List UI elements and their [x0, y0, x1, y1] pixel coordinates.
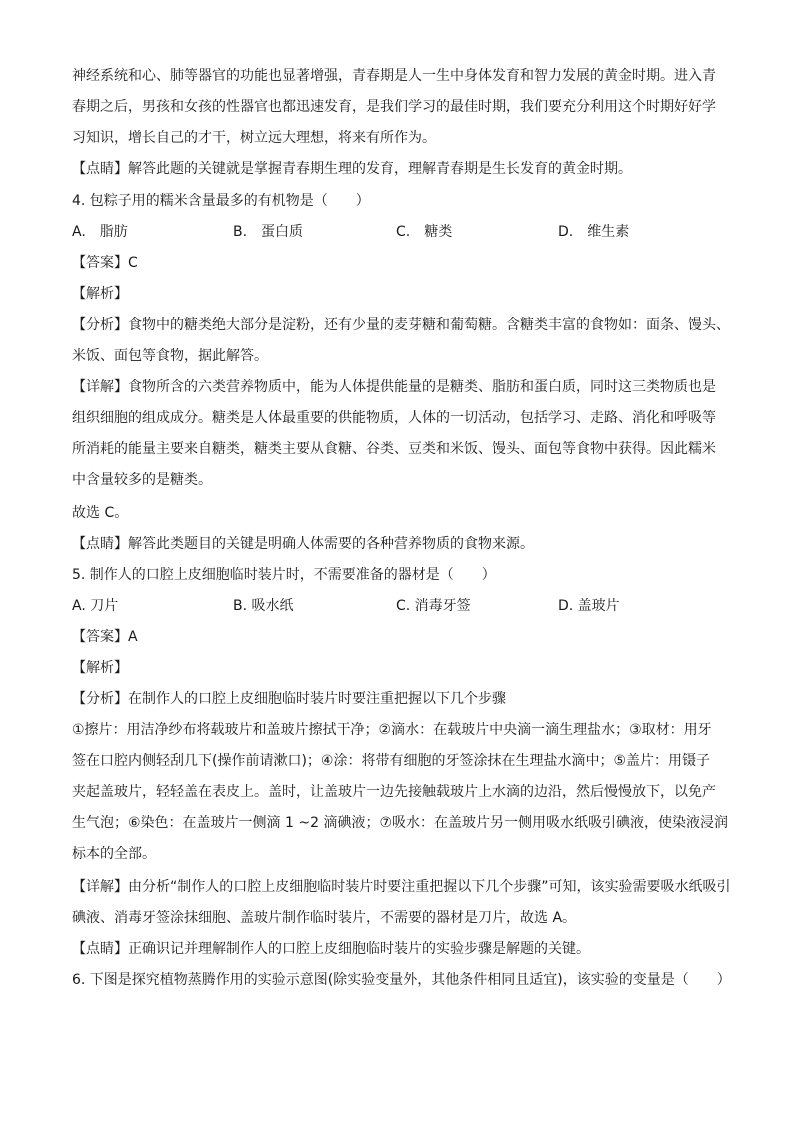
q4-analysis-line-1: 【分析】食物中的糖类绝大部分是淀粉，还有少量的麦芽糖和葡萄糖。含糖类丰富的食物如：面条、馒头、 [72, 317, 730, 333]
q5-steps-line-2: 签在口腔内侧轻刮几下(操作前请漱口)；④涂：将带有细胞的牙签涂抹在生理盐水滴中；⑤盖片：用镊子 [72, 753, 711, 769]
q5-question: 5. 制作人的口腔上皮细胞临时装片时，不需要准备的器材是（ ） [72, 567, 496, 583]
q5-steps-line-1: ①擦片：用洁净纱布将载玻片和盖玻片擦拭干净；②滴水：在载玻片中央滴一滴生理盐水；③取材：用牙 [72, 722, 712, 738]
q4-answer: 【答案】C [72, 255, 138, 271]
q4-detail-line-3: 所消耗的能量主要来自糖类，糖类主要从食糖、谷类、豆类和米饭、馒头、面包等食物中获得。因此糯米 [72, 441, 716, 457]
intro-line-1: 神经系统和心、肺等器官的功能也显著增强，青春期是人一生中身体发育和智力发展的黄金时期。进入青 [72, 68, 716, 84]
q5-option-a: A. 刀片 [72, 598, 119, 614]
q4-option-c: C. 糖类 [396, 224, 453, 240]
intro-line-2: 春期之后，男孩和女孩的性器官也都迅速发育，是我们学习的最佳时期，我们要充分利用这个时期好好学 [72, 99, 716, 115]
q4-option-a: A. 脂肪 [72, 224, 128, 240]
q5-tip: 【点睛】正确识记并理解制作人的口腔上皮细胞临时装片的实验步骤是解题的关键。 [72, 941, 590, 957]
q5-steps-line-3: 夹起盖玻片，轻轻盖在表皮上。盖时，让盖玻片一边先接触载玻片上水滴的边沿，然后慢慢放下，以免产 [72, 784, 716, 800]
q5-option-c: C. 消毒牙签 [396, 598, 471, 614]
q4-conclusion: 故选 C。 [72, 505, 129, 521]
q5-analysis-head: 【解析】 [72, 660, 128, 676]
q4-question: 4. 包粽子用的糯米含量最多的有机物是（ ） [72, 193, 370, 209]
q5-detail-line-1: 【详解】由分析“制作人的口腔上皮细胞临时装片时要注重把握以下几个步骤”可知，该实验需要吸水纸吸引 [72, 879, 731, 895]
q5-analysis-line-1: 【分析】在制作人的口腔上皮细胞临时装片时要注重把握以下几个步骤 [72, 691, 506, 707]
q4-analysis-head: 【解析】 [72, 286, 128, 302]
q4-option-d: D. 维生素 [558, 224, 630, 240]
q5-answer: 【答案】A [72, 629, 138, 645]
q4-tip: 【点睛】解答此类题目的关键是明确人体需要的各种营养物质的食物来源。 [72, 536, 534, 552]
q5-steps-line-4: 生气泡；⑥染色：在盖玻片一侧滴 1 ~2 滴碘液；⑦吸水：在盖玻片另一侧用吸水纸吸引碘液，使染液浸润 [72, 815, 728, 831]
q5-option-b: B. 吸水纸 [233, 598, 294, 614]
q4-analysis-line-2: 米饭、面包等食物，据此解答。 [72, 348, 268, 364]
q5-detail-line-2: 碘液、消毒牙签涂抹细胞、盖玻片制作临时装片，不需要的器材是刀片，故选 A。 [72, 910, 577, 926]
q4-detail-line-4: 中含量较多的是糖类。 [72, 472, 212, 488]
q4-option-b: B. 蛋白质 [233, 224, 304, 240]
q3-tip: 【点睛】解答此题的关键就是掌握青春期生理的发育，理解青春期是生长发育的黄金时期。 [72, 161, 632, 177]
q5-steps-line-5: 标本的全部。 [72, 846, 156, 862]
q4-detail-line-1: 【详解】食物所含的六类营养物质中，能为人体提供能量的是糖类、脂肪和蛋白质，同时这三类物质也是 [72, 379, 716, 395]
q4-detail-line-2: 组织细胞的组成成分。糖类是人体最重要的供能物质，人体的一切活动，包括学习、走路、消化和呼吸等 [72, 410, 716, 426]
intro-line-3: 习知识，增长自己的才干，树立远大理想，将来有所作为。 [72, 130, 436, 146]
q5-option-d: D. 盖玻片 [558, 598, 620, 614]
q6-question: 6. 下图是探究植物蒸腾作用的实验示意图(除实验变量外，其他条件相同且适宜)，该实验的变量是（ ） [72, 972, 731, 988]
